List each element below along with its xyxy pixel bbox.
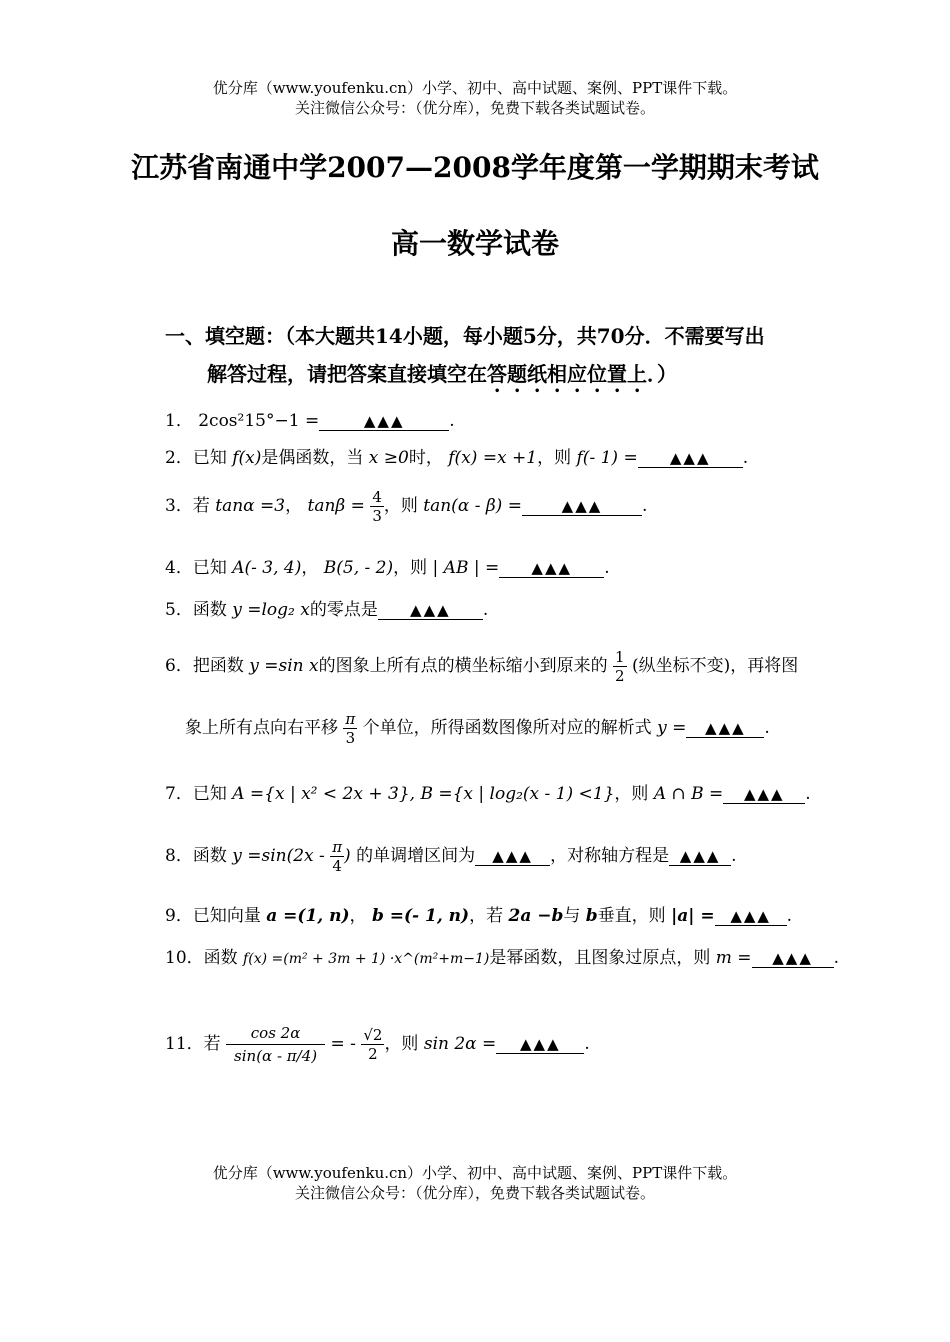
- section-text-c: ．）: [647, 362, 677, 386]
- question-text: 的零点是: [309, 600, 378, 620]
- question-expression: B(5, - 2): [323, 558, 394, 578]
- answer-blank: ▲▲▲: [715, 907, 787, 926]
- fraction-denominator: 3: [372, 507, 382, 525]
- section-text-a: 解答过程，请把答案直接填空在: [207, 362, 487, 386]
- answer-blank: ▲▲▲: [669, 847, 731, 866]
- answer-blank: ▲▲▲: [475, 847, 550, 866]
- fraction-denominator: 2: [368, 1045, 378, 1063]
- question-expression: ): [344, 846, 351, 866]
- question-end: .: [731, 846, 737, 866]
- question-text: 与: [563, 906, 581, 926]
- answer-blank: ▲▲▲: [378, 601, 483, 620]
- question-expression: y =sin(2x -: [232, 846, 325, 866]
- question-text: 函数: [192, 846, 227, 866]
- question-text: 的单调增区间为: [356, 846, 476, 866]
- question-text: ，则: [393, 558, 428, 578]
- fraction-numerator: 1: [615, 648, 625, 666]
- fraction: [343, 710, 357, 747]
- question-end: .: [742, 448, 749, 468]
- fraction: [370, 488, 384, 525]
- fraction: [361, 1026, 384, 1063]
- question-end: .: [805, 784, 811, 804]
- question-end: .: [786, 906, 793, 926]
- question-expression: b: [585, 906, 598, 926]
- answer-blank: ▲▲▲: [752, 949, 834, 968]
- question-10: [165, 945, 839, 972]
- footer-line-2: 关注微信公众号：（优分库），免费下载各类试题试卷。: [294, 1184, 655, 1202]
- question-expression: a =(1, n): [266, 906, 350, 926]
- question-6: [165, 648, 798, 685]
- answer-blank: ▲▲▲: [522, 497, 642, 516]
- answer-blank: ▲▲▲: [496, 1035, 584, 1054]
- question-expression: tan(α - β) =: [423, 496, 522, 516]
- question-text: ，则: [537, 448, 572, 468]
- answer-blank: ▲▲▲: [723, 785, 805, 804]
- question-3: [165, 488, 647, 525]
- question-number: 8．: [165, 846, 193, 866]
- answer-blank: ▲▲▲: [638, 449, 743, 468]
- question-expression: y =: [657, 718, 687, 738]
- question-text: 已知向量: [192, 906, 261, 926]
- question-text: 是幂函数，且图象过原点，则: [489, 948, 711, 968]
- answer-blank: ▲▲▲: [499, 559, 604, 578]
- question-text: ，则: [614, 784, 649, 804]
- question-expression: b =(- 1, n): [371, 906, 470, 926]
- question-text: 时，: [408, 448, 443, 468]
- footer-line-1: 优分库（www.youfenku.cn）小学、初中、高中试题、案例、PPT课件下载。: [212, 1164, 738, 1182]
- page-subtitle: 高一数学试卷: [390, 227, 559, 260]
- question-number: 11．: [165, 1034, 204, 1054]
- section-text-emphasis: 答题纸相应位置上: [487, 362, 647, 386]
- question-text: ，: [301, 558, 319, 578]
- question-expression: x ≥0: [368, 448, 409, 468]
- question-number: 1．: [165, 411, 193, 431]
- question-text: 函数: [192, 600, 227, 620]
- question-6-line-2: [185, 710, 770, 747]
- question-expression: | AB | =: [432, 558, 500, 578]
- fraction-numerator: π: [345, 710, 356, 728]
- question-expression: f(x): [232, 448, 262, 468]
- question-text: 函数: [203, 948, 238, 968]
- question-expression: |a| =: [671, 906, 715, 926]
- question-text: 是偶函数，当: [261, 448, 364, 468]
- fraction-denominator: 4: [332, 857, 342, 875]
- question-number: 2．: [165, 448, 193, 468]
- question-4: [165, 555, 610, 581]
- question-number: 9．: [165, 906, 193, 926]
- question-expression: 2a −b: [508, 906, 564, 926]
- question-end: .: [604, 558, 610, 578]
- question-expression: A ∩ B =: [653, 784, 724, 804]
- question-end: .: [764, 718, 770, 738]
- question-number: 6．: [165, 656, 193, 676]
- question-expression: y =log₂ x: [232, 600, 310, 620]
- question-text: 象上所有点向右平移: [185, 718, 338, 738]
- question-text: ，则: [383, 496, 418, 516]
- question-expression: tanα =3: [215, 496, 286, 516]
- question-text: ，: [285, 496, 303, 516]
- question-expression: A(- 3, 4): [232, 558, 302, 578]
- question-number: 3．: [165, 496, 193, 516]
- question-number: 5．: [165, 600, 193, 620]
- section-heading-line2: [207, 358, 677, 397]
- fraction-numerator: cos 2α: [226, 1022, 325, 1045]
- question-text: 个单位，所得函数图像所对应的解析式: [362, 718, 652, 738]
- question-text: ，对称轴方程是: [550, 846, 670, 866]
- question-expression: f(- 1) =: [576, 448, 638, 468]
- question-end: .: [482, 600, 489, 620]
- question-end: .: [449, 411, 455, 431]
- fraction: [226, 1022, 325, 1067]
- fraction-numerator: 4: [372, 488, 382, 506]
- question-expression: A ={x | x² < 2x + 3}, B ={x | log₂(x - 1) <1}: [232, 784, 615, 804]
- question-number: 4．: [165, 558, 193, 578]
- question-text: 垂直，则: [597, 906, 666, 926]
- question-text: 已知: [192, 448, 227, 468]
- question-end: .: [584, 1034, 590, 1054]
- question-end: .: [833, 948, 839, 968]
- question-11: [165, 1022, 590, 1067]
- question-number: 7．: [165, 784, 193, 804]
- fraction-denominator: 3: [345, 729, 356, 747]
- answer-blank: ▲▲▲: [686, 719, 764, 738]
- question-text: 已知: [192, 784, 227, 804]
- answer-blank: ▲▲▲: [319, 412, 449, 431]
- fraction: [613, 648, 627, 685]
- question-text: 若: [192, 496, 210, 516]
- question-2: [165, 445, 748, 471]
- question-9: [165, 903, 792, 929]
- question-expression: f(x) =x +1: [448, 448, 538, 468]
- section-heading: 一、填空题：（本大题共14小题，每小题5分，共70分．不需要写出: [165, 324, 765, 348]
- question-text: 的图象上所有点的横坐标缩小到原来的: [318, 656, 608, 676]
- question-text: ，则: [384, 1034, 419, 1054]
- question-7: [165, 781, 811, 807]
- question-1: [165, 408, 455, 434]
- question-8: [165, 838, 737, 875]
- question-expression: 2cos²15°−1 =: [198, 411, 320, 431]
- question-text: ，: [349, 906, 367, 926]
- question-text: ，若: [469, 906, 504, 926]
- question-expression: m =: [715, 948, 752, 968]
- question-expression: y =sin x: [249, 656, 319, 676]
- fraction-numerator: √2: [363, 1026, 383, 1044]
- page-title: 江苏省南通中学2007—2008学年度第一学期期末考试: [131, 151, 819, 184]
- question-text: 把函数: [192, 656, 244, 676]
- question-expression: f(x) =(m² + 3m + 1) ·x^(m²+m−1): [243, 951, 490, 967]
- question-5: [165, 597, 488, 623]
- question-expression: sin 2α =: [423, 1034, 497, 1054]
- fraction-numerator: π: [332, 838, 343, 856]
- fraction: [330, 838, 344, 875]
- question-text: 已知: [192, 558, 227, 578]
- question-number: 10．: [165, 948, 204, 968]
- question-text: (纵坐标不变)，再将图: [631, 656, 799, 676]
- fraction-denominator: sin(α - π/4): [234, 1047, 318, 1065]
- header-line-2: 关注微信公众号：（优分库），免费下载各类试题试卷。: [294, 99, 655, 117]
- question-expression: tanβ =: [307, 496, 365, 516]
- question-expression: = -: [330, 1034, 356, 1054]
- header-line-1: 优分库（www.youfenku.cn）小学、初中、高中试题、案例、PPT课件下载。: [212, 79, 738, 97]
- question-end: .: [641, 496, 648, 516]
- question-text: 若: [203, 1034, 221, 1054]
- fraction-denominator: 2: [615, 667, 625, 685]
